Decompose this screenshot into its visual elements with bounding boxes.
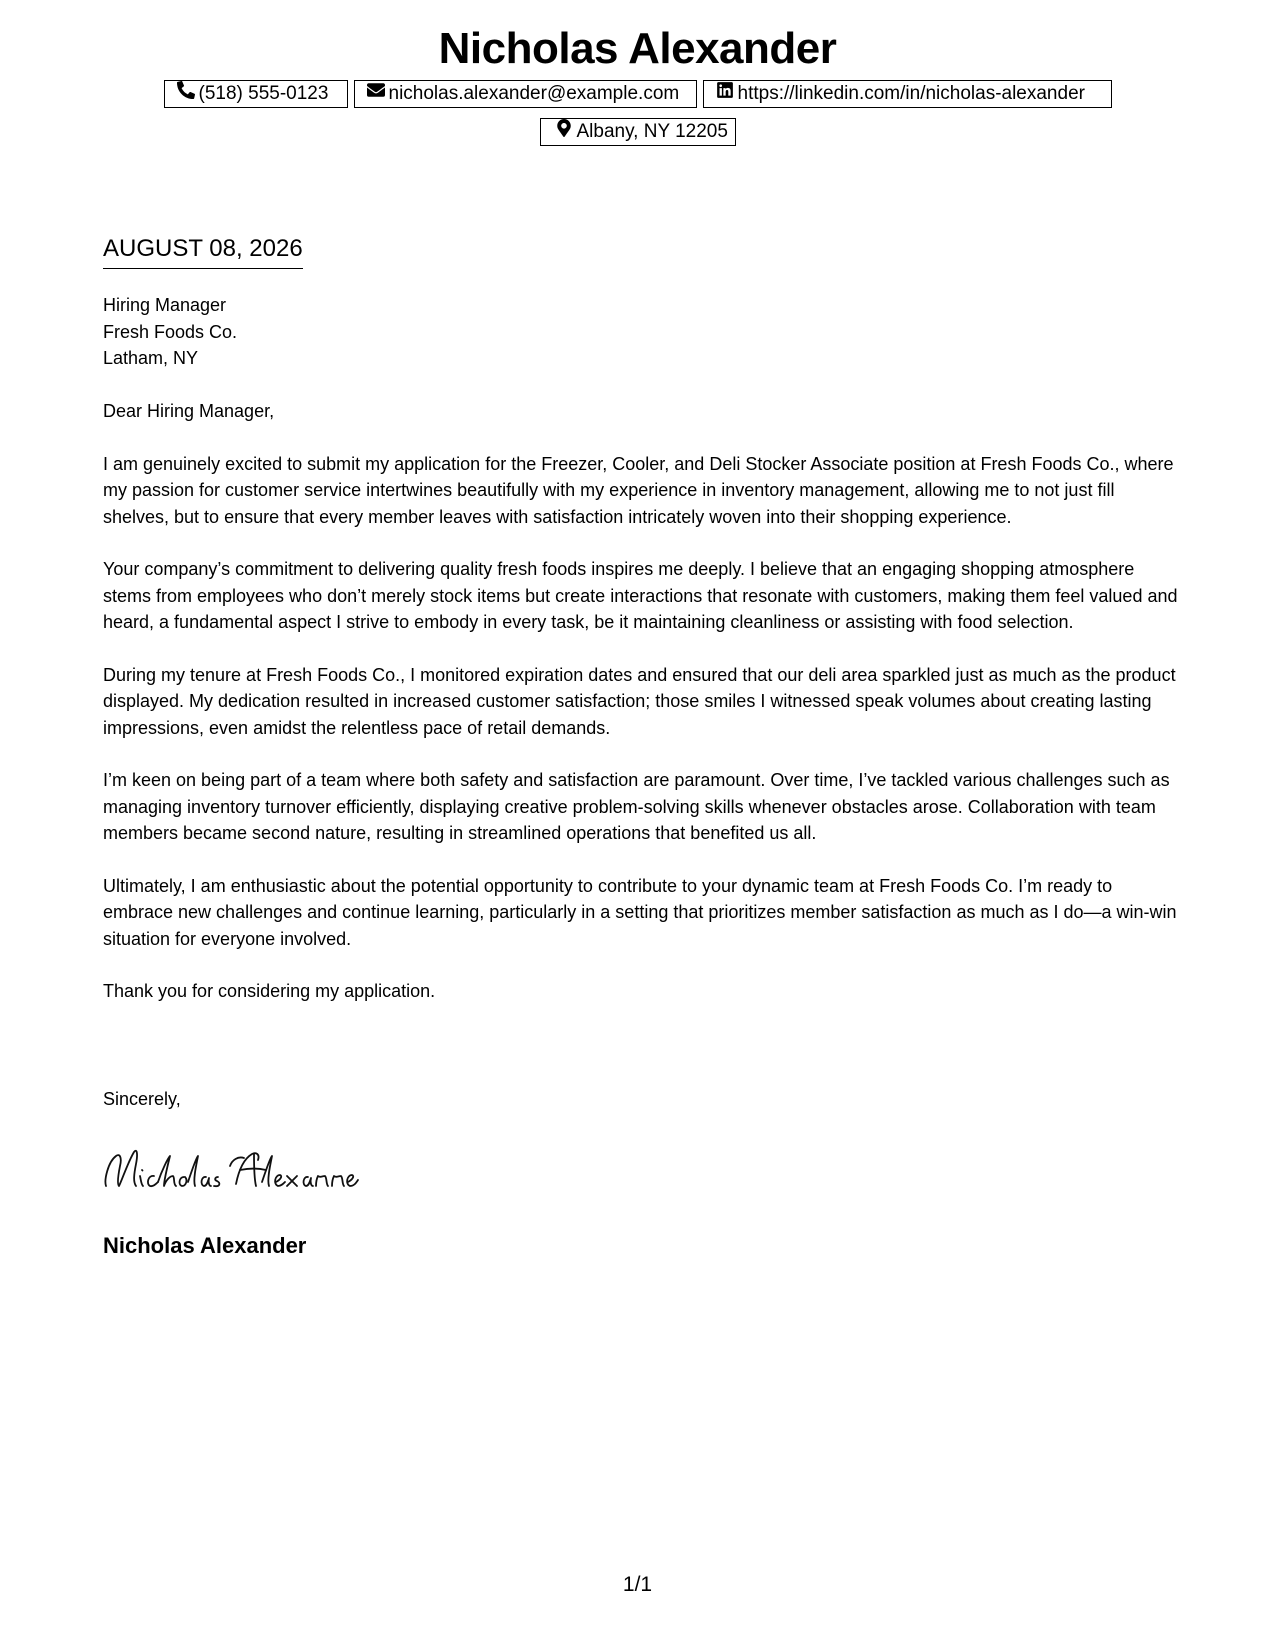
applicant-name: Nicholas Alexander — [438, 24, 837, 73]
handwritten-signature — [100, 1140, 370, 1200]
linkedin-icon — [716, 80, 738, 108]
body-paragraph: Ultimately, I am enthusiastic about the potential opportunity to contribute to your dynamic team at Fresh Foods Co. I’m ready to embrace new challenges and continue learning, particularly in a setting that prioritizes member satisfaction as much as I do—a win-win situation for everyone involved. — [103, 875, 1177, 949]
phone-text: (518) 555-0123 — [198, 83, 329, 104]
salutation: Dear Hiring Manager, — [103, 401, 275, 421]
phone-icon — [177, 80, 199, 108]
body-paragraph: Thank you for considering my application. — [103, 981, 436, 1001]
letter-body — [103, 398, 1183, 1031]
email-text: nicholas.alexander@example.com — [388, 83, 680, 104]
recipient-title: Hiring Manager — [103, 295, 227, 315]
page-number: 1/1 — [622, 1573, 653, 1596]
body-paragraph: I am genuinely excited to submit my application for the Freezer, Cooler, and Deli Stocker Associate position at Fresh Foods Co., where my passion for customer service intertwines beautifully with my experience in inventory management, allowing me to not just fill shelves, but to ensure that every member leaves with satisfaction intricately woven into their shopping experience. — [103, 453, 1174, 527]
location-text: Albany, NY 12205 — [576, 121, 728, 142]
location-contact — [540, 118, 736, 146]
recipient-location: Latham, NY — [103, 348, 199, 368]
email-contact[interactable] — [354, 80, 697, 108]
recipient-company: Fresh Foods Co. — [103, 321, 238, 342]
phone-contact[interactable] — [164, 80, 348, 108]
envelope-icon — [367, 80, 389, 108]
signer-name: Nicholas Alexander — [103, 1233, 307, 1258]
closing: Sincerely, — [103, 1089, 181, 1109]
map-marker-icon — [555, 118, 577, 146]
contact-info-row-2 — [0, 118, 1275, 146]
linkedin-text: https://linkedin.com/in/nicholas-alexander — [737, 83, 1085, 104]
body-paragraph: Your company’s commitment to delivering quality fresh foods inspires me deeply. I believe that an engaging shopping atmosphere stems from employees who don’t merely stock items but create interactions that resonate with customers, making them feel valued and heard, a fundamental aspect I strive to embody in every task, be it maintaining cleanliness or assisting with food selection. — [103, 559, 1178, 632]
contact-info-row — [0, 80, 1275, 108]
body-paragraph: I’m keen on being part of a team where both safety and satisfaction are paramount. Over time, I’ve tackled various challenges such as managing inventory turnover efficiently, displaying creative problem-solving skills whenever obstacles arose. Collaboration with team members became second nature, resulting in streamlined operations that benefited us all. — [103, 770, 1170, 843]
letter-date: AUGUST 08, 2026 — [103, 232, 303, 269]
recipient-block — [103, 292, 237, 372]
linkedin-contact[interactable] — [703, 80, 1112, 108]
body-paragraph: During my tenure at Fresh Foods Co., I monitored expiration dates and ensured that our deli area sparkled just as much as the product displayed. My dedication resulted in increased customer satisfaction; those smiles I witnessed speak volumes about creating lasting impressions, even amidst the relentless pace of retail demands. — [103, 664, 1176, 738]
